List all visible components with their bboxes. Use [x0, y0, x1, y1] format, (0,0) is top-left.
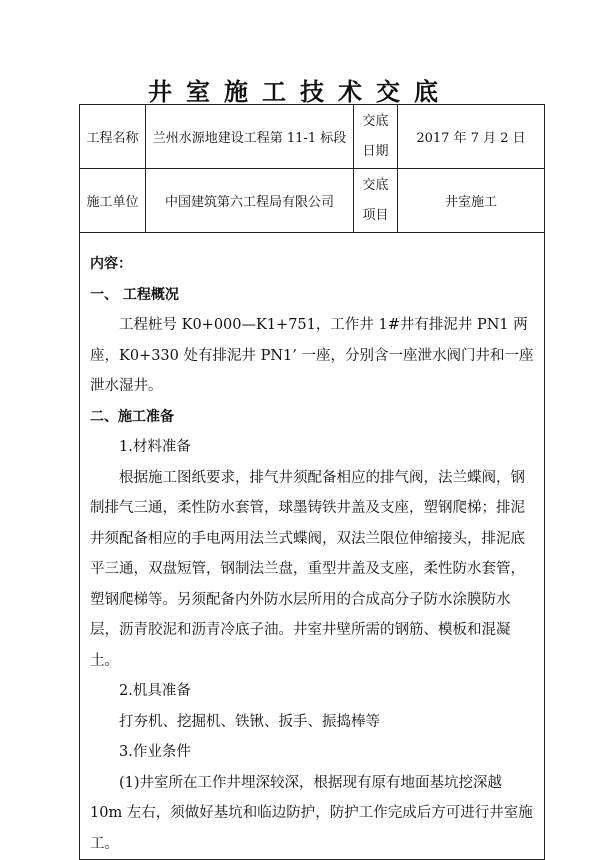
subsection-2-paragraph: 打夯机、挖掘机、铁锹、扳手、振捣棒等 — [119, 713, 380, 730]
construction-unit-value: 中国建筑第六工程局有限公司 — [146, 169, 354, 233]
project-name-value: 兰州水源地建设工程第 11-1 标段 — [146, 105, 354, 169]
date-value: 2017 年 7 月 2 日 — [398, 105, 545, 169]
date-label-line-2: 日期 — [362, 143, 389, 159]
item-label — [354, 169, 398, 233]
section-1-title: 一、 工程概况 — [90, 286, 179, 303]
table-row — [80, 169, 545, 233]
section-2-title: 二、施工准备 — [90, 408, 174, 425]
date-label-line-1: 交底 — [362, 113, 389, 129]
date-label — [354, 105, 398, 169]
content-cell — [80, 233, 545, 860]
project-name-label: 工程名称 — [80, 105, 146, 169]
subsection-1-title: 1.材料准备 — [119, 439, 191, 455]
subsection-3-title: 3.作业条件 — [119, 744, 191, 760]
subsection-3-paragraph: (1)井室所在工作井埋深较深，根据现有原有地面基坑挖深越 10m 左右，须做好基坑和临边防护，防护工作完成后方可进行井室施工。 — [90, 774, 533, 852]
content-heading: 内容： — [90, 256, 132, 272]
item-label-line-2: 项目 — [362, 207, 389, 223]
table-row — [80, 233, 545, 860]
section-1-paragraph: 工程桩号 K0+000—K1+751，工作井 1#井有排泥井 PN1 两座，K0+330 处有排泥井 PN1’ 一座，分别含一座泄水阀门井和一座泄水湿井。 — [90, 317, 534, 394]
construction-unit-label: 施工单位 — [80, 169, 146, 233]
item-value: 井室施工 — [398, 169, 545, 233]
item-label-line-1: 交底 — [362, 177, 389, 193]
subsection-2-title: 2.机具准备 — [119, 683, 191, 699]
content-body — [80, 233, 544, 859]
technical-disclosure-table — [79, 104, 545, 860]
table-row — [80, 105, 545, 169]
document-title: 井室施工技术交底 — [148, 78, 452, 106]
subsection-1-paragraph: 根据施工图纸要求，排气井须配备相应的排气阀，法兰蝶阀，钢制排气三通，柔性防水套管，球墨铸铁井盖及支座，塑钢爬梯；排泥井须配备相应的手电两用法兰式蝶阀，双法兰限位伸缩接头，排泥底平三通，双盘短管，钢制法兰盘，重型井盖及支座，柔性防水套管，塑钢爬梯等。另须配备内外防水层所用的合成高分子防水涂膜防水层，沥青胶泥和沥青冷底子油。井室井壁所需的钢筋、模板和混凝土。 — [90, 469, 525, 669]
